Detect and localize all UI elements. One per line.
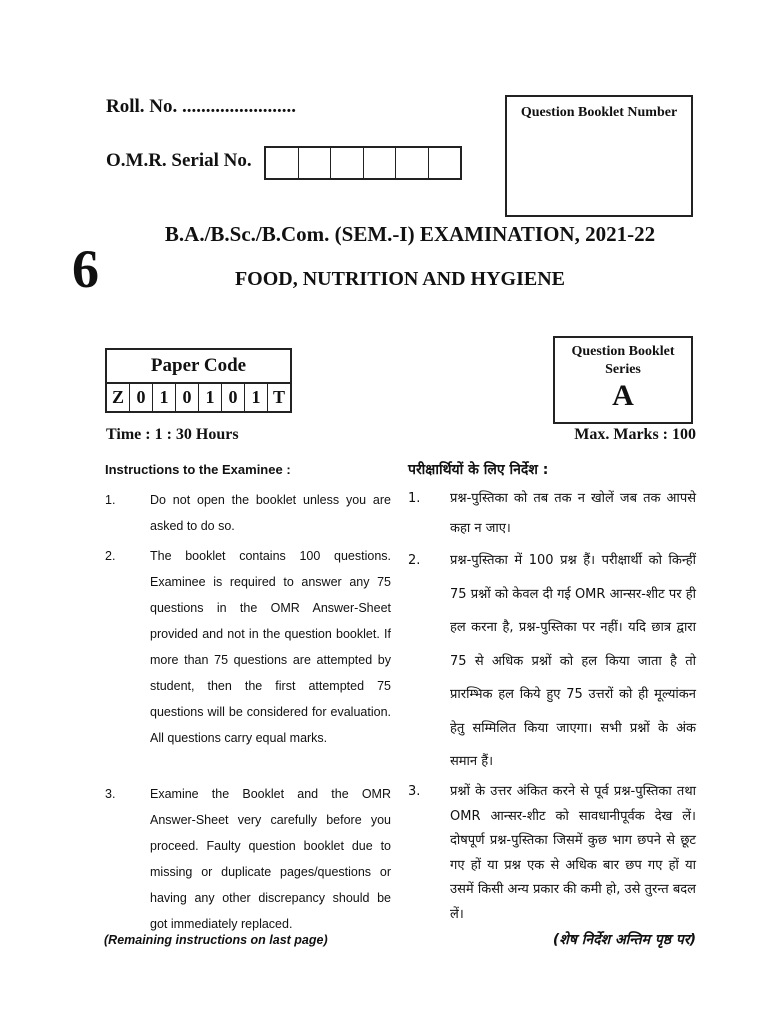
omr-box bbox=[396, 148, 429, 178]
subject-title: FOOD, NUTRITION AND HYGIENE bbox=[234, 268, 566, 290]
booklet-series-label: Question Booklet Series bbox=[571, 344, 675, 377]
omr-box bbox=[331, 148, 364, 178]
paper-code-char: T bbox=[272, 387, 285, 407]
instruction-number: 1. bbox=[105, 493, 116, 507]
max-marks: Max. Marks : 100 bbox=[574, 426, 696, 443]
roll-number-field: Roll. No. ........................ bbox=[106, 96, 296, 117]
instruction-number: 3. bbox=[408, 784, 421, 799]
paper-code-char: 1 bbox=[153, 384, 176, 411]
instruction-text: Examine the Booklet and the OMR Answer-Sheet very carefully before you proceed. Faulty question booklet due to missing or duplicate pages/questions or having any other discrepancy should be got immediately replaced. bbox=[150, 787, 391, 931]
instruction-number: 3. bbox=[105, 787, 116, 801]
instruction-item-hi bbox=[408, 780, 696, 927]
paper-code-char: 0 bbox=[130, 384, 153, 411]
remaining-instructions-note-en: (Remaining instructions on last page) bbox=[104, 933, 328, 947]
instruction-item-hi bbox=[408, 544, 696, 779]
instruction-text: Do not open the booklet unless you are asked to do so. bbox=[150, 493, 391, 533]
exam-title: B.A./B.Sc./B.Com. (SEM.-I) EXAMINATION, 2021-22 bbox=[164, 222, 656, 246]
paper-code-char: 1 bbox=[199, 384, 222, 411]
paper-code-char: 0 bbox=[176, 384, 199, 411]
paper-number: 6 bbox=[72, 239, 99, 299]
omr-box bbox=[299, 148, 332, 178]
time-duration: Time : 1 : 30 Hours bbox=[106, 426, 239, 443]
omr-box bbox=[429, 148, 461, 178]
instruction-number: 1. bbox=[408, 491, 421, 506]
question-booklet-number-box bbox=[505, 95, 693, 217]
instruction-item-en bbox=[105, 487, 391, 539]
instruction-text: The booklet contains 100 questions. Examinee is required to answer any 75 questions in the OMR Answer-Sheet provided and not in the question booklet. If more than 75 questions are attempted by student, then the first attempted 75 questions will be considered for evaluation. All questions carry equal marks. bbox=[150, 549, 391, 745]
booklet-series-letter: A bbox=[612, 379, 634, 412]
instruction-item-en bbox=[105, 543, 391, 751]
instruction-text: प्रश्न-पुस्तिका को तब तक न खोलें जब तक आपसे कहा न जाए। bbox=[450, 491, 696, 536]
paper-code-char: 0 bbox=[222, 384, 245, 411]
instruction-text: प्रश्न-पुस्तिका में 100 प्रश्न हैं। परीक्षार्थी को किन्हीं 75 प्रश्नों को केवल दी गई OMR आन्सर-शीट पर ही हल करना है, प्रश्न-पुस्तिका पर नहीं। यदि छात्र द्वारा 75 से अधिक प्रश्नों को हल किया जाता है तो प्रारम्भिक हल किये हुए 75 उत्तरों को ही मूल्यांकन हेतु सम्मिलित किया जाएगा। सभी प्रश्नों के अंक समान हैं। bbox=[450, 553, 696, 769]
instructions-heading-en: Instructions to the Examinee : bbox=[105, 462, 291, 477]
instruction-text: प्रश्नों के उत्तर अंकित करने से पूर्व प्रश्न-पुस्तिका तथा OMR आन्सर-शीट को सावधानीपूर्वक देख लें। दोषपूर्ण प्रश्न-पुस्तिका जिसमें कुछ भाग छपने से छूट गए हों या प्रश्न एक से अधिक बार छप गए हों या उसमें किसी अन्य प्रकार की कमी हो, उसे तुरन्त बदल लें। bbox=[450, 784, 696, 922]
instruction-item-en bbox=[105, 781, 391, 937]
omr-box bbox=[266, 148, 299, 178]
remaining-instructions-note-hi: (शेष निर्देश अन्तिम पृष्ठ पर) bbox=[552, 932, 696, 948]
paper-code-char: 1 bbox=[245, 384, 268, 411]
instruction-item-hi bbox=[408, 484, 696, 544]
question-booklet-number-label: Question Booklet Number bbox=[520, 105, 678, 120]
omr-box bbox=[364, 148, 397, 178]
paper-code-char: Z bbox=[107, 384, 130, 411]
instructions-heading-hi: परीक्षार्थियों के लिए निर्देश : bbox=[408, 462, 549, 478]
omr-serial-boxes bbox=[264, 146, 462, 180]
paper-code-box bbox=[105, 348, 292, 413]
paper-code-label: Paper Code bbox=[107, 350, 290, 384]
omr-serial-label: O.M.R. Serial No. bbox=[106, 150, 252, 171]
instruction-number: 2. bbox=[105, 549, 116, 563]
booklet-series-box bbox=[553, 336, 693, 424]
paper-code-cells bbox=[107, 384, 290, 411]
instruction-number: 2. bbox=[408, 553, 421, 568]
